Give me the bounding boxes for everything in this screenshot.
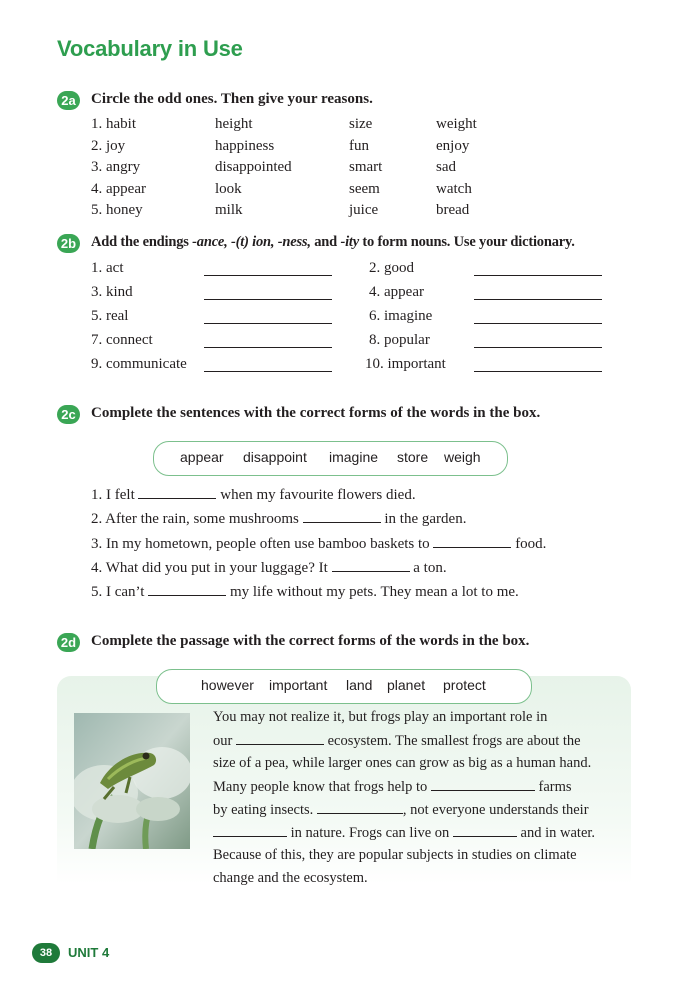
page-title: Vocabulary in Use xyxy=(57,36,243,61)
passage-line: by eating insects. , not everyone understands their xyxy=(213,802,589,818)
page-number: 38 xyxy=(32,943,60,963)
word-box-item: disappoint xyxy=(243,449,307,465)
word-option[interactable]: 2. joy xyxy=(91,137,126,154)
word-option[interactable]: smart xyxy=(349,159,383,175)
base-word: 4. appear xyxy=(369,284,424,300)
word-option[interactable]: watch xyxy=(436,180,472,197)
answer-blank[interactable] xyxy=(317,801,403,814)
exercise-badge-2d: 2d xyxy=(57,633,80,652)
answer-blank[interactable] xyxy=(204,347,332,348)
sentence: 4. What did you put in your luggage? It a ton. xyxy=(91,559,447,576)
frog-photo xyxy=(74,713,190,849)
sentence: 1. I felt when my favourite flowers died. xyxy=(91,487,416,503)
unit-label: UNIT 4 xyxy=(68,945,110,960)
base-word: 9. communicate xyxy=(91,356,187,372)
answer-blank[interactable] xyxy=(204,323,332,324)
answer-blank[interactable] xyxy=(474,347,602,348)
word-option[interactable]: disappointed xyxy=(215,159,292,175)
answer-blank[interactable] xyxy=(138,486,216,499)
exercise-badge-2a: 2a xyxy=(57,91,80,110)
word-option[interactable]: happiness xyxy=(215,137,275,154)
word-option[interactable]: look xyxy=(215,180,242,197)
word-box-item: store xyxy=(397,449,429,465)
answer-blank[interactable] xyxy=(213,824,287,837)
word-option[interactable]: 1. habit xyxy=(91,116,136,132)
word-option[interactable]: bread xyxy=(436,202,470,218)
answer-blank[interactable] xyxy=(474,371,602,372)
answer-blank[interactable] xyxy=(303,510,381,523)
base-word: 8. popular xyxy=(369,332,430,348)
sentence: 5. I can’t my life without my pets. They mean a lot to me. xyxy=(91,584,519,601)
base-word: 3. kind xyxy=(91,284,133,300)
base-word: 10. important xyxy=(365,356,446,372)
base-word: 2. good xyxy=(369,260,414,276)
instruction-2d: Complete the passage with the correct forms of the words in the box. xyxy=(91,633,530,649)
word-box-2d xyxy=(156,669,532,704)
answer-blank[interactable] xyxy=(474,299,602,300)
passage-line: change and the ecosystem. xyxy=(213,870,368,886)
base-word: 7. connect xyxy=(91,332,153,348)
answer-blank[interactable] xyxy=(204,371,332,372)
answer-blank[interactable] xyxy=(433,535,511,548)
word-option[interactable]: 4. appear xyxy=(91,180,146,197)
word-box-item: weigh xyxy=(444,449,481,465)
word-option[interactable]: seem xyxy=(349,180,380,197)
word-box-item: planet xyxy=(387,677,426,693)
base-word: 1. act xyxy=(91,260,124,276)
word-option[interactable]: size xyxy=(349,116,373,132)
instruction-2c: Complete the sentences with the correct forms of the words in the box. xyxy=(91,405,541,421)
word-box-item: however xyxy=(201,677,254,693)
word-option[interactable]: fun xyxy=(349,137,369,154)
base-word: 5. real xyxy=(91,308,129,324)
answer-blank[interactable] xyxy=(204,299,332,300)
instruction-2a: Circle the odd ones. Then give your reasons. xyxy=(91,91,373,107)
passage-line: Many people know that frogs help to farms xyxy=(213,779,572,795)
word-box-item: land xyxy=(346,677,373,693)
word-option[interactable]: 3. angry xyxy=(91,159,141,175)
answer-blank[interactable] xyxy=(236,732,324,745)
word-box-item: appear xyxy=(180,449,224,465)
word-option[interactable]: height xyxy=(215,116,253,132)
exercise-badge-2b: 2b xyxy=(57,234,80,253)
word-option[interactable]: sad xyxy=(436,159,456,175)
sentence: 3. In my hometown, people often use bamboo baskets to food. xyxy=(91,535,547,552)
answer-blank[interactable] xyxy=(148,583,226,596)
passage-line: our ecosystem. The smallest frogs are about the xyxy=(213,733,581,749)
word-option[interactable]: juice xyxy=(349,202,379,218)
word-box-item: protect xyxy=(443,677,486,693)
answer-blank[interactable] xyxy=(431,778,535,791)
word-box-2c xyxy=(153,441,508,476)
passage-line: Because of this, they are popular subjects in studies on climate xyxy=(213,847,577,863)
exercise-badge-2c: 2c xyxy=(57,405,80,424)
word-box-item: important xyxy=(269,677,328,693)
answer-blank[interactable] xyxy=(453,824,517,837)
passage-line: You may not realize it, but frogs play an important role in xyxy=(213,709,548,725)
answer-blank[interactable] xyxy=(332,559,410,572)
passage-line: in nature. Frogs can live on and in water. xyxy=(213,824,595,842)
word-box-item: imagine xyxy=(329,449,379,465)
word-option[interactable]: enjoy xyxy=(436,137,470,154)
instruction-2b: Add the endings -ance, -(t) ion, -ness, and -ity to form nouns. Use your dictionary. xyxy=(91,234,575,250)
sentence: 2. After the rain, some mushrooms in the garden. xyxy=(91,511,467,528)
passage-line: size of a pea, while larger ones can grow as big as a human hand. xyxy=(213,755,592,771)
answer-blank[interactable] xyxy=(474,323,602,324)
base-word: 6. imagine xyxy=(369,308,433,324)
word-option[interactable]: milk xyxy=(215,202,243,218)
word-option[interactable]: 5. honey xyxy=(91,202,143,218)
answer-blank[interactable] xyxy=(204,275,332,276)
answer-blank[interactable] xyxy=(474,275,602,276)
word-option[interactable]: weight xyxy=(436,116,477,132)
